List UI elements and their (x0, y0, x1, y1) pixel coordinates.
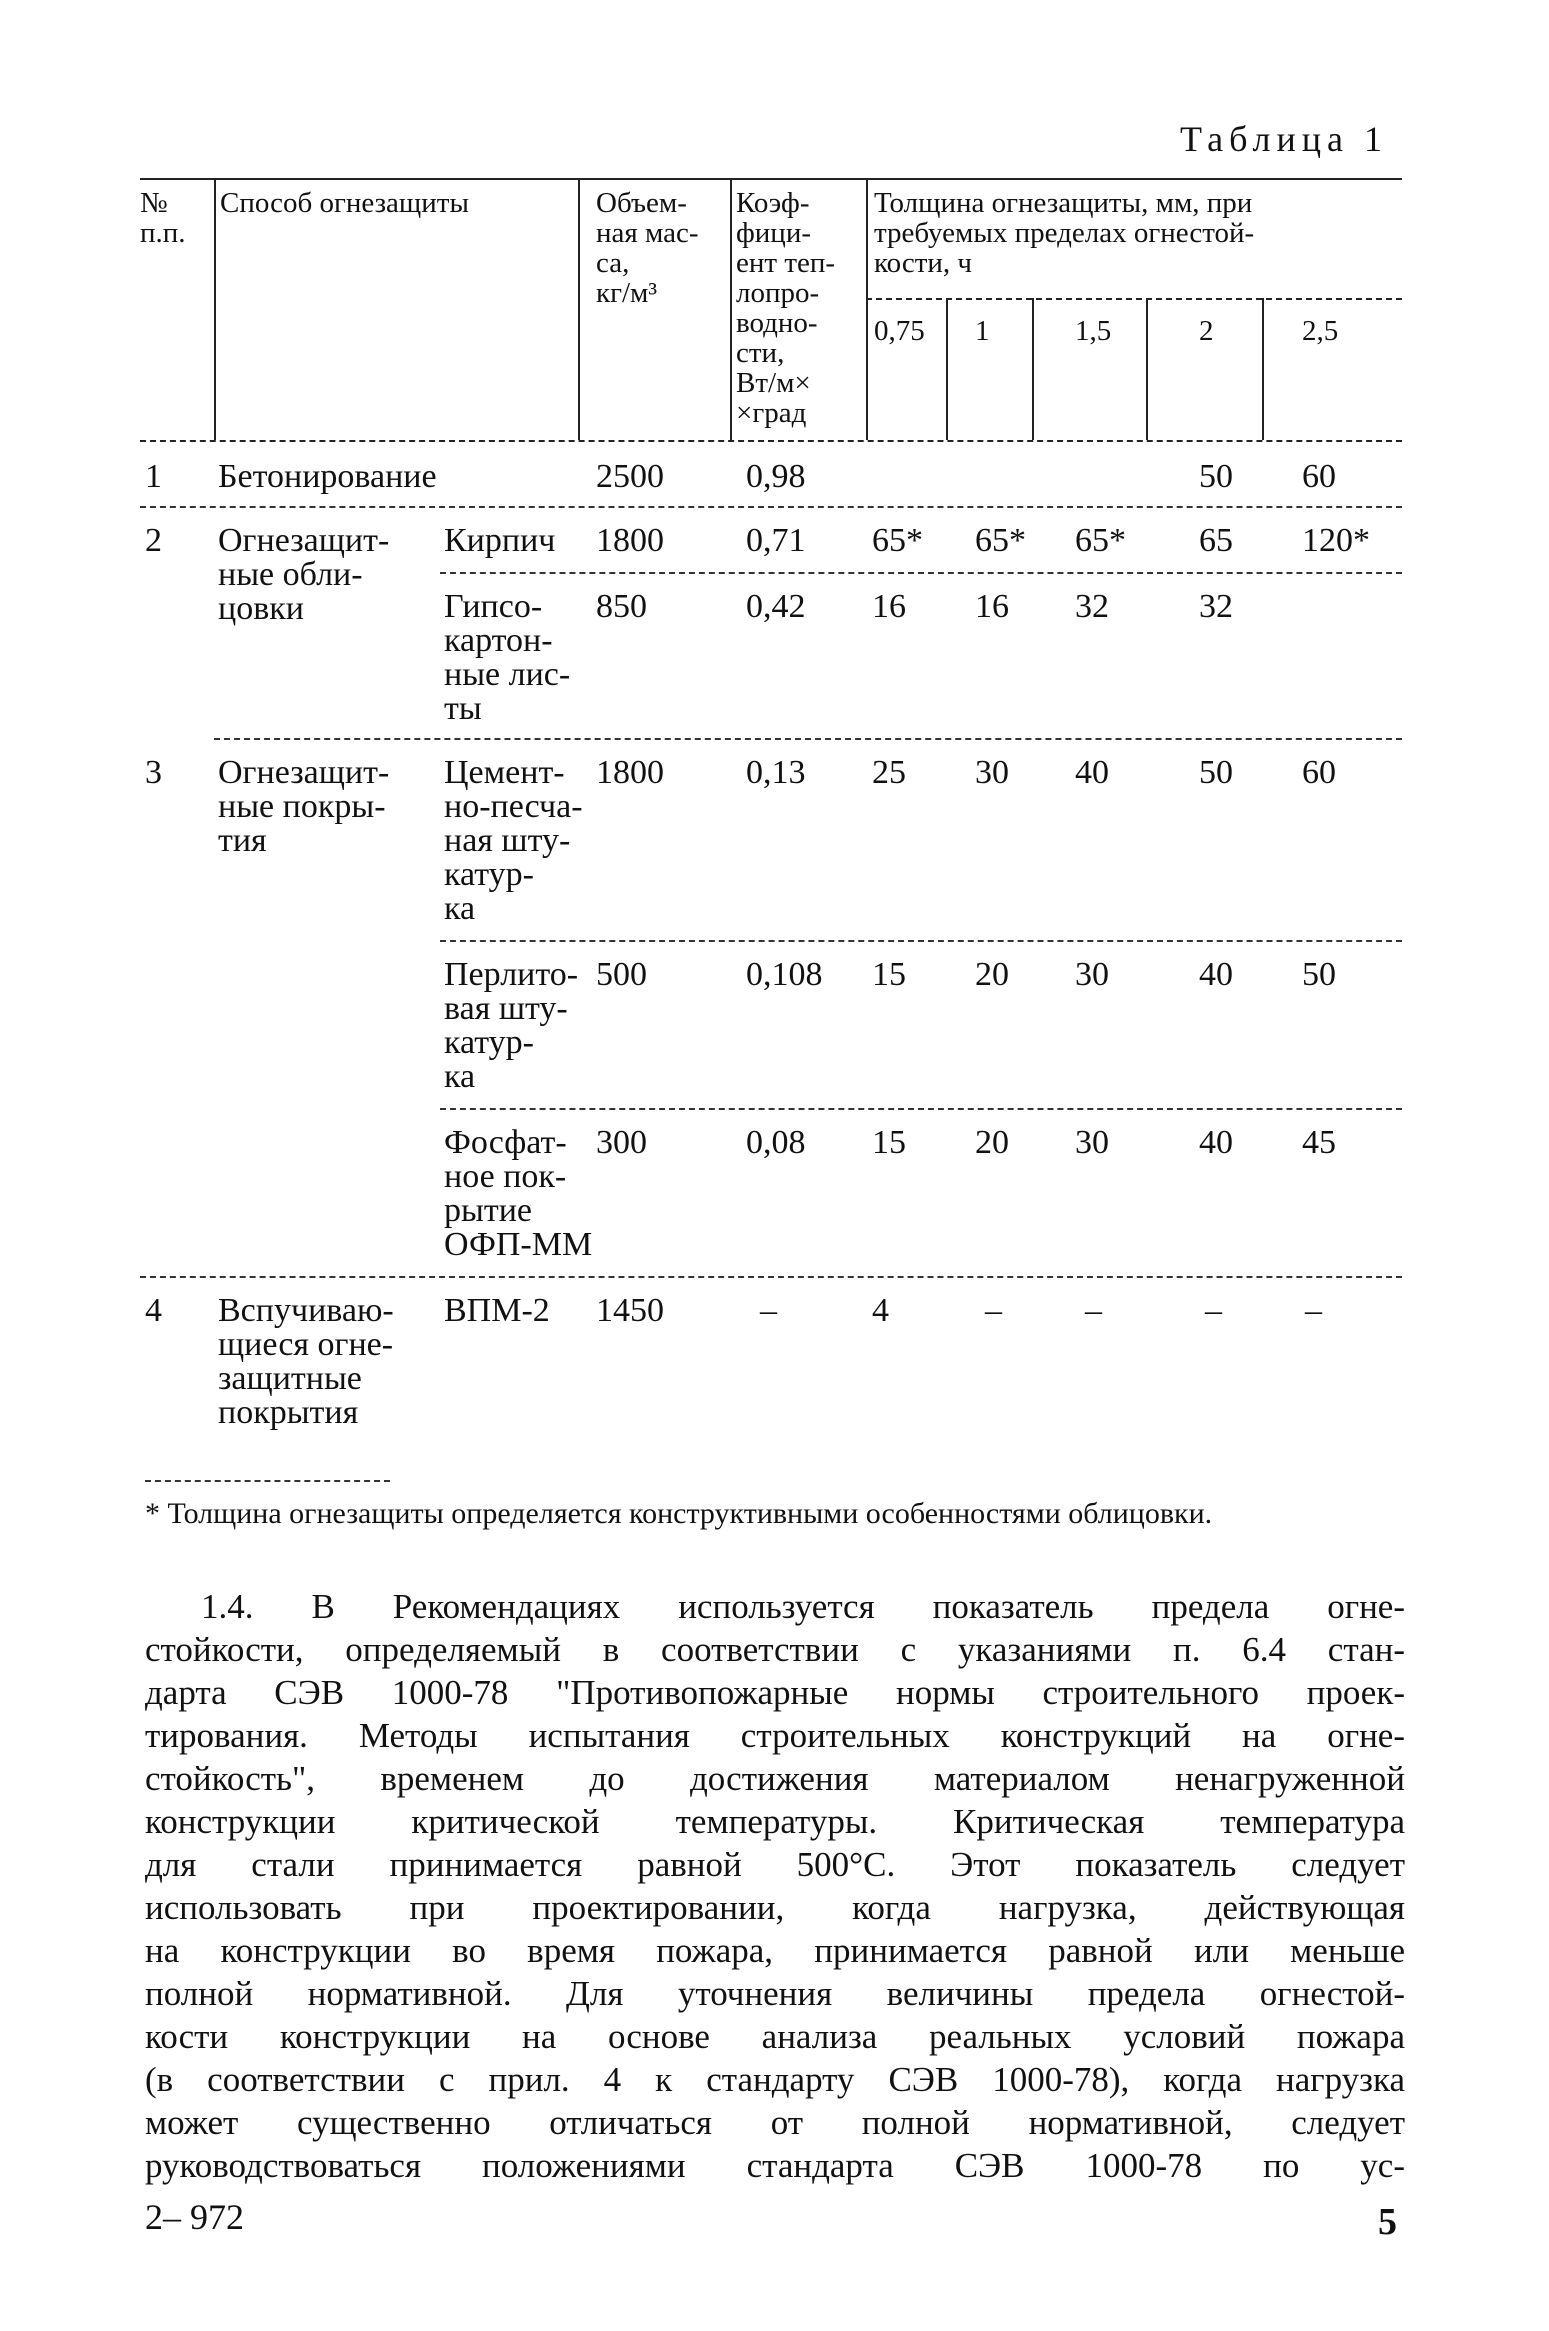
cell-value: 60 (1302, 754, 1336, 791)
cell-conductivity: 0,13 (746, 754, 806, 791)
table-caption: Таблица 1 (1180, 119, 1388, 159)
cell-value: 30 (1075, 1124, 1109, 1161)
cell-value: 20 (975, 1124, 1009, 1161)
cell-material: Гипсо- картон- ные лис- ты (444, 588, 571, 727)
cell-value: 30 (1075, 956, 1109, 993)
cell-material: Фосфат- ное пок- рытие ОФП-ММ (444, 1124, 593, 1263)
cell-conductivity: 0,71 (746, 522, 806, 559)
cell-value: 30 (975, 754, 1009, 791)
paragraph-line: для стали принимается равной 500°С. Этот показатель следует (145, 1845, 1405, 1884)
cell-value: 50 (1302, 956, 1336, 993)
header-limit: 2,5 (1302, 315, 1339, 347)
cell-conductivity: 0,98 (746, 458, 806, 495)
cell-value: 40 (1199, 956, 1233, 993)
col-sep (578, 178, 580, 440)
cell-num: 3 (145, 754, 162, 791)
cell-method: Огнезащит- ные покры- тия (218, 754, 390, 859)
table-top-rule (140, 178, 1402, 180)
cell-material: Перлито- вая шту- катур- ка (444, 956, 579, 1095)
col-sep (1146, 298, 1148, 440)
paragraph-line: на конструкции во время пожара, принимается равной или меньше (145, 1931, 1405, 1970)
paragraph-line: (в соответствии с прил. 4 к стандарту СЭВ 1000-78), когда нагрузка (145, 2060, 1405, 2099)
paragraph-line: 1.4. В Рекомендациях используется показатель предела огне- (201, 1587, 1405, 1626)
cell-value: 16 (872, 588, 906, 625)
header-conductivity: Коэф- фици- ент теп- лопро- водно- сти, Вт/м× ×град (736, 187, 836, 429)
header-thickness: Толщина огнезащиты, мм, при требуемых пределах огнестой- кости, ч (874, 187, 1255, 279)
cell-value: 60 (1302, 458, 1336, 495)
header-method: Способ огнезащиты (220, 187, 469, 219)
cell-value: 20 (975, 956, 1009, 993)
cell-value: 15 (872, 956, 906, 993)
row-rule (140, 1276, 1402, 1278)
cell-value: – (1085, 1292, 1102, 1329)
row-rule (440, 1108, 1402, 1110)
cell-value: 25 (872, 754, 906, 791)
cell-density: 500 (596, 956, 647, 993)
col-sep (1032, 298, 1034, 440)
cell-density: 2500 (596, 458, 664, 495)
cell-value: 65* (975, 522, 1026, 559)
col-sep (214, 178, 216, 440)
paragraph-line: кости конструкции на основе анализа реальных условий пожара (145, 2017, 1405, 2056)
footnote: * Толщина огнезащиты определяется конструктивными особенностями облицовки. (145, 1497, 1213, 1530)
row-rule (140, 506, 1402, 508)
cell-value: 4 (872, 1292, 889, 1329)
cell-method: Огнезащит- ные обли- цовки (218, 522, 390, 627)
cell-method: Бетонирование (218, 458, 437, 495)
paragraph-line: стойкость", временем до достижения материалом ненагруженной (145, 1759, 1405, 1798)
header-num: № п.п. (140, 187, 186, 249)
cell-num: 2 (145, 522, 162, 559)
page-signature: 2– 972 (145, 2197, 244, 2237)
paragraph-line: тирования. Методы испытания строительных конструкций на огне- (145, 1716, 1405, 1755)
row-rule (214, 738, 1402, 740)
cell-density: 850 (596, 588, 647, 625)
paragraph-line: полной нормативной. Для уточнения величины предела огнестой- (145, 1974, 1405, 2013)
header-bottom-rule (140, 440, 1402, 442)
cell-density: 300 (596, 1124, 647, 1161)
cell-value: 65 (1199, 522, 1233, 559)
row-rule (440, 940, 1402, 942)
col-sep (1262, 298, 1264, 440)
header-limit: 2 (1199, 315, 1214, 347)
cell-value: 120* (1302, 522, 1370, 559)
paragraph-1-4 (145, 1585, 1405, 2187)
cell-value: 50 (1199, 458, 1233, 495)
cell-material: Цемент- но-песча- ная шту- катур- ка (444, 754, 583, 927)
cell-value: 32 (1075, 588, 1109, 625)
page-number: 5 (1378, 2201, 1397, 2243)
row-rule (440, 572, 1402, 574)
cell-value: 16 (975, 588, 1009, 625)
cell-density: 1450 (596, 1292, 664, 1329)
cell-conductivity: 0,108 (746, 956, 823, 993)
cell-num: 4 (145, 1292, 162, 1329)
cell-material: ВПМ-2 (444, 1292, 550, 1329)
cell-density: 1800 (596, 754, 664, 791)
col-sep (946, 298, 948, 440)
cell-value: 45 (1302, 1124, 1336, 1161)
paragraph-line: стойкости, определяемый в соответствии с указаниями п. 6.4 стан- (145, 1630, 1405, 1669)
paragraph-line: руководствоваться положениями стандарта СЭВ 1000-78 по ус- (145, 2146, 1405, 2185)
cell-conductivity: – (760, 1292, 777, 1329)
cell-value: 32 (1199, 588, 1233, 625)
cell-value: 50 (1199, 754, 1233, 791)
cell-density: 1800 (596, 522, 664, 559)
paragraph-line: конструкции критической температуры. Критическая температура (145, 1802, 1405, 1841)
header-limit: 0,75 (874, 315, 925, 347)
cell-value: 65* (872, 522, 923, 559)
cell-value: 40 (1199, 1124, 1233, 1161)
col-sep (866, 178, 868, 440)
cell-material: Кирпич (444, 522, 556, 559)
header-limit: 1 (975, 315, 990, 347)
cell-conductivity: 0,42 (746, 588, 806, 625)
header-density: Объем- ная мас- са, кг/м³ (596, 187, 699, 309)
cell-value: 15 (872, 1124, 906, 1161)
cell-method: Вспучиваю- щиеся огне- защитные покрытия (218, 1292, 394, 1431)
paragraph-line: использовать при проектировании, когда нагрузка, действующая (145, 1888, 1405, 1927)
cell-num: 1 (145, 458, 162, 495)
footnote-rule (145, 1480, 390, 1482)
paragraph-line: дарта СЭВ 1000-78 "Противопожарные нормы строительного проек- (145, 1673, 1405, 1712)
cell-value: – (1305, 1292, 1322, 1329)
cell-value: 40 (1075, 754, 1109, 791)
paragraph-line: может существенно отличаться от полной нормативной, следует (145, 2103, 1405, 2142)
cell-value: – (1205, 1292, 1222, 1329)
cell-conductivity: 0,08 (746, 1124, 806, 1161)
cell-value: 65* (1075, 522, 1126, 559)
cell-value: – (985, 1292, 1002, 1329)
col-sep (730, 178, 732, 440)
header-limit: 1,5 (1075, 315, 1112, 347)
